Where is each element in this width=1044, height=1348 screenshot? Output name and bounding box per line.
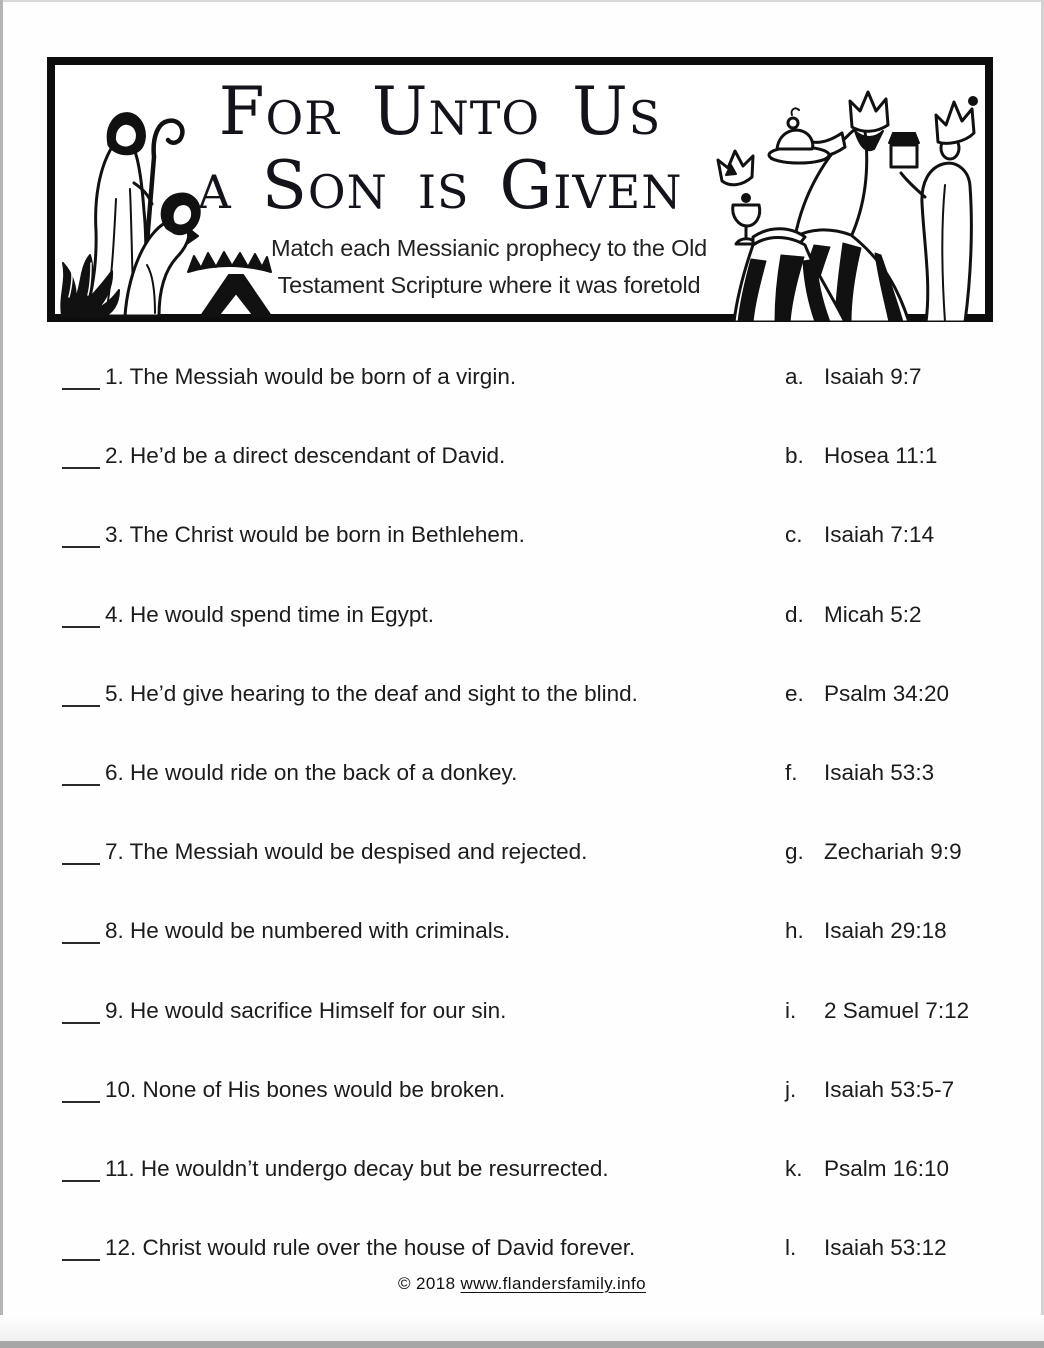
prompt-number: 12.: [105, 1235, 137, 1260]
prompt-text: None of His bones would be broken.: [142, 1077, 506, 1102]
answer-letter-c: c.: [785, 522, 803, 547]
scripture-reference-a: Isaiah 9:7: [824, 364, 922, 389]
prompt-text: He’d be a direct descendant of David.: [130, 443, 506, 468]
prompt-number: 9.: [105, 998, 124, 1023]
answer-letter-f: f.: [785, 760, 798, 785]
prompt-number: 5.: [105, 681, 124, 706]
quiz-row-7: [0, 836, 1044, 868]
prompt-text: He would ride on the back of a donkey.: [130, 760, 518, 785]
prompt-11: [105, 1153, 609, 1185]
answer-blank-8[interactable]: [62, 942, 100, 944]
scripture-reference-b: Hosea 11:1: [824, 443, 938, 468]
quiz-row-11: [0, 1153, 1044, 1185]
quiz-row-4: [0, 599, 1044, 631]
answer-letter-h: h.: [785, 918, 804, 943]
answer-letter-g: g.: [785, 839, 804, 864]
answer-letter-j: j.: [785, 1077, 797, 1102]
prompt-number: 8.: [105, 918, 124, 943]
prompt-text: The Messiah would be born of a virgin.: [129, 364, 517, 389]
prompt-7: [105, 836, 587, 868]
footer: [0, 1274, 1044, 1294]
answer-blank-6[interactable]: [62, 784, 100, 786]
quiz-row-9: [0, 995, 1044, 1027]
quiz-row-5: [0, 678, 1044, 710]
scripture-reference-i: 2 Samuel 7:12: [824, 998, 970, 1023]
prompt-number: 10.: [105, 1077, 137, 1102]
prompt-text: He’d give hearing to the deaf and sight to the blind.: [130, 681, 638, 706]
wise-men-icon: [695, 85, 985, 322]
prompt-3: [105, 519, 525, 551]
prompt-number: 1.: [105, 364, 124, 389]
prompt-number: 11.: [105, 1156, 135, 1181]
scripture-reference-f: Isaiah 53:3: [824, 760, 935, 785]
prompt-12: [105, 1232, 635, 1264]
prompt-9: [105, 995, 506, 1027]
quiz-row-12: [0, 1232, 1044, 1264]
quiz-row-1: [0, 361, 1044, 393]
worksheet-title-line2: a Son is Given: [197, 147, 683, 224]
quiz-row-8: [0, 915, 1044, 947]
answer-blank-7[interactable]: [62, 863, 100, 865]
answer-letter-a: a.: [785, 364, 804, 389]
prompt-text: The Christ would be born in Bethlehem.: [129, 522, 525, 547]
page-edge-bottom: [0, 1341, 1044, 1348]
prompt-text: He would sacrifice Himself for our sin.: [130, 998, 507, 1023]
instructions-line2: Testament Scripture where it was foretold: [277, 272, 701, 298]
title-block: [135, 75, 745, 223]
quiz-row-10: [0, 1074, 1044, 1106]
prompt-2: [105, 440, 505, 472]
header-banner: [47, 57, 993, 322]
answer-letter-l: l.: [785, 1235, 797, 1260]
answer-letter-i: i.: [785, 998, 797, 1023]
prompt-number: 4.: [105, 602, 124, 627]
page-edge-top: [0, 0, 1044, 2]
copyright-text: © 2018: [397, 1274, 456, 1293]
answer-blank-5[interactable]: [62, 705, 100, 707]
prompt-text: He would be numbered with criminals.: [130, 918, 511, 943]
prompt-text: He wouldn’t undergo decay but be resurrected.: [140, 1156, 609, 1181]
answer-letter-k: k.: [785, 1156, 803, 1181]
answer-blank-9[interactable]: [62, 1022, 100, 1024]
answer-blank-1[interactable]: [62, 388, 100, 390]
prompt-1: [105, 361, 516, 393]
footer-link[interactable]: www.flandersfamily.info: [460, 1274, 647, 1293]
answer-blank-3[interactable]: [62, 546, 100, 548]
prompt-8: [105, 915, 510, 947]
scripture-reference-l: Isaiah 53:12: [824, 1235, 947, 1260]
prompt-text: Christ would rule over the house of David forever.: [142, 1235, 636, 1260]
quiz-row-2: [0, 440, 1044, 472]
prompt-5: [105, 678, 638, 710]
prompt-number: 2.: [105, 443, 124, 468]
scripture-reference-c: Isaiah 7:14: [824, 522, 935, 547]
scripture-reference-j: Isaiah 53:5-7: [824, 1077, 955, 1102]
page-edge-left: [0, 0, 3, 1348]
quiz-row-3: [0, 519, 1044, 551]
answer-blank-11[interactable]: [62, 1180, 100, 1182]
prompt-text: The Messiah would be despised and rejected.: [129, 839, 588, 864]
prompt-number: 3.: [105, 522, 124, 547]
scripture-reference-k: Psalm 16:10: [824, 1156, 950, 1181]
answer-letter-e: e.: [785, 681, 804, 706]
scripture-reference-g: Zechariah 9:9: [824, 839, 962, 864]
scripture-reference-d: Micah 5:2: [824, 602, 922, 627]
prompt-number: 7.: [105, 839, 124, 864]
worksheet-title-line1: For Unto Us: [218, 73, 662, 150]
answer-letter-d: d.: [785, 602, 804, 627]
prompt-number: 6.: [105, 760, 124, 785]
answer-letter-b: b.: [785, 443, 804, 468]
answer-blank-4[interactable]: [62, 626, 100, 628]
scripture-reference-e: Psalm 34:20: [824, 681, 950, 706]
quiz-row-6: [0, 757, 1044, 789]
prompt-10: [105, 1074, 505, 1106]
instructions-line1: Match each Messianic prophecy to the Old: [270, 235, 708, 261]
prompt-4: [105, 599, 434, 631]
prompt-text: He would spend time in Egypt.: [130, 602, 434, 627]
answer-blank-10[interactable]: [62, 1101, 100, 1103]
prompt-6: [105, 757, 517, 789]
answer-blank-12[interactable]: [62, 1259, 100, 1261]
scripture-reference-h: Isaiah 29:18: [824, 918, 947, 943]
answer-blank-2[interactable]: [62, 467, 100, 469]
